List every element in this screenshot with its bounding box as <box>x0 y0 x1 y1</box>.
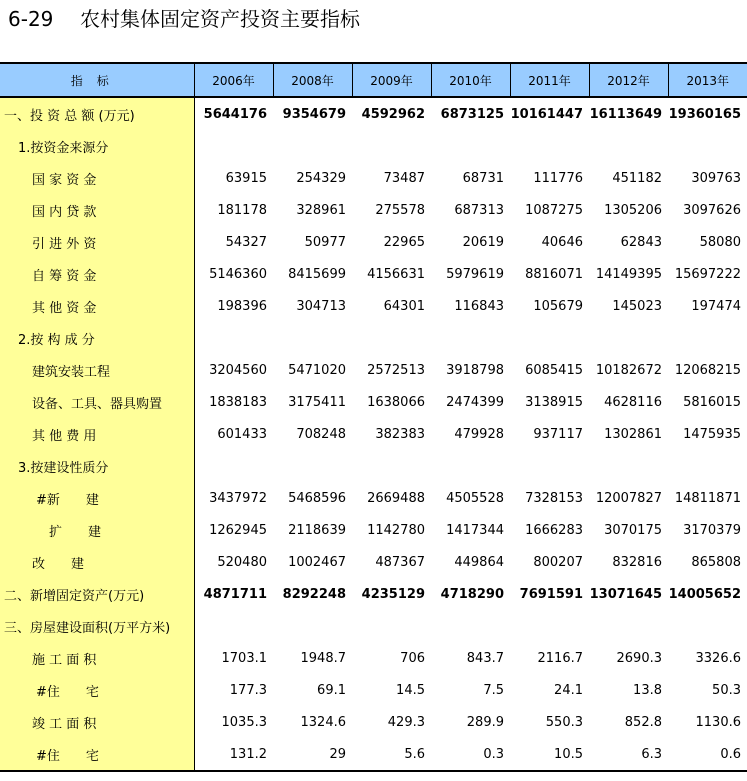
table-row <box>0 674 747 706</box>
table-cell <box>668 450 747 482</box>
table-cell <box>668 322 747 354</box>
table-row <box>0 418 747 450</box>
row-label: 3.按建设性质分 <box>0 450 194 482</box>
table-cell: 111776 <box>533 170 583 186</box>
table-cell: 1035.3 <box>221 714 267 730</box>
table-cell: 62843 <box>620 234 662 250</box>
header-year: 2012年 <box>589 63 668 97</box>
table-cell: 1130.6 <box>695 714 741 730</box>
row-label: 一、投 资 总 额 (万元) <box>0 97 194 130</box>
table-cell <box>273 322 352 354</box>
table-cell: 10182672 <box>595 362 662 378</box>
table-row <box>0 578 747 610</box>
table-cell: 54327 <box>225 234 267 250</box>
table-cell <box>194 610 273 642</box>
row-label: 2.按 构 成 分 <box>0 322 194 354</box>
table-cell: 5979619 <box>446 266 504 282</box>
table-cell: 3175411 <box>288 394 346 410</box>
table-cell: 10161447 <box>510 106 583 122</box>
table-row <box>0 322 747 354</box>
table-cell: 177.3 <box>229 682 267 698</box>
table-cell: 550.3 <box>545 714 583 730</box>
table-cell: 63915 <box>225 170 267 186</box>
header-year: 2008年 <box>273 63 352 97</box>
table-cell: 601433 <box>217 426 267 442</box>
table-cell: 131.2 <box>194 738 273 771</box>
table-cell <box>273 130 352 162</box>
table-cell: 687313 <box>454 202 504 218</box>
table-cell <box>273 610 352 642</box>
table-cell: 19360165 <box>668 106 741 122</box>
table-cell <box>352 130 431 162</box>
table-cell: 4871711 <box>203 586 267 602</box>
table-row <box>0 706 747 738</box>
table-cell: 3204560 <box>209 362 267 378</box>
table-cell <box>194 130 273 162</box>
table-cell: 8415699 <box>288 266 346 282</box>
table-cell: 2690.3 <box>616 650 662 666</box>
table-cell <box>668 130 747 162</box>
table-cell: 4718290 <box>440 586 504 602</box>
row-label: 自 筹 资 金 <box>0 258 194 290</box>
table-cell: 4505528 <box>446 490 504 506</box>
table-row <box>0 546 747 578</box>
table-cell: 50977 <box>304 234 346 250</box>
table-cell: 12068215 <box>674 362 741 378</box>
table-cell <box>431 450 510 482</box>
table-cell: 479928 <box>454 426 504 442</box>
page-title <box>8 6 360 32</box>
table-cell: 382383 <box>375 426 425 442</box>
table-cell <box>589 130 668 162</box>
table-cell: 2474399 <box>446 394 504 410</box>
table-cell: 64301 <box>383 298 425 314</box>
row-label: 建筑安装工程 <box>0 354 194 386</box>
indicator-table <box>0 62 747 772</box>
table-cell <box>352 610 431 642</box>
table-cell: 14149395 <box>595 266 662 282</box>
table-row <box>0 130 747 162</box>
table-cell: 1417344 <box>446 522 504 538</box>
table-row <box>0 738 747 771</box>
table-cell: 69.1 <box>317 682 346 698</box>
table-cell: 1087275 <box>525 202 583 218</box>
table-cell: 181178 <box>217 202 267 218</box>
table-cell: 5644176 <box>203 106 267 122</box>
table-cell: 309763 <box>691 170 741 186</box>
table-cell: 9354679 <box>282 106 346 122</box>
table-cell: 24.1 <box>554 682 583 698</box>
table-row <box>0 97 747 130</box>
table-cell: 68731 <box>462 170 504 186</box>
table-cell: 2669488 <box>367 490 425 506</box>
table-cell: 328961 <box>296 202 346 218</box>
table-cell: 8816071 <box>525 266 583 282</box>
table-cell: 22965 <box>383 234 425 250</box>
row-label: 竣 工 面 积 <box>0 706 194 738</box>
table-cell: 1002467 <box>288 554 346 570</box>
table-cell: 12007827 <box>595 490 662 506</box>
table-cell: 706 <box>400 650 425 666</box>
table-cell: 105679 <box>533 298 583 314</box>
row-label: 三、房屋建设面积(万平方米) <box>0 610 194 642</box>
table-cell <box>589 610 668 642</box>
table-cell <box>352 322 431 354</box>
table-row <box>0 162 747 194</box>
table-cell: 3918798 <box>446 362 504 378</box>
row-label: 国 内 贷 款 <box>0 194 194 226</box>
table-cell: 2116.7 <box>537 650 583 666</box>
row-label: #新 建 <box>0 482 194 514</box>
table-cell: 4592962 <box>361 106 425 122</box>
table-cell: 5146360 <box>209 266 267 282</box>
row-label: #住 宅 <box>0 674 194 706</box>
row-label: 设备、工具、器具购置 <box>0 386 194 418</box>
row-label: 其 他 费 用 <box>0 418 194 450</box>
table-cell: 708248 <box>296 426 346 442</box>
table-cell: 197474 <box>691 298 741 314</box>
row-label: 其 他 资 金 <box>0 290 194 322</box>
row-label: 扩 建 <box>0 514 194 546</box>
table-cell: 1305206 <box>604 202 662 218</box>
table-row <box>0 642 747 674</box>
table-cell <box>273 450 352 482</box>
table-row <box>0 514 747 546</box>
table-cell: 116843 <box>454 298 504 314</box>
table-cell: 3097626 <box>683 202 741 218</box>
table-row <box>0 290 747 322</box>
table-cell <box>510 130 589 162</box>
table-cell: 20619 <box>462 234 504 250</box>
table-cell: 3326.6 <box>695 650 741 666</box>
table-cell: 5.6 <box>352 738 431 771</box>
row-label: 二、新增固定资产(万元) <box>0 578 194 610</box>
table-cell: 852.8 <box>624 714 662 730</box>
table-cell: 2118639 <box>288 522 346 538</box>
table-cell <box>431 322 510 354</box>
table-cell: 6085415 <box>525 362 583 378</box>
table-title: 农村集体固定资产投资主要指标 <box>80 7 360 31</box>
table-cell <box>589 450 668 482</box>
table-row <box>0 450 747 482</box>
table-cell <box>668 610 747 642</box>
table-body <box>0 97 747 771</box>
table-cell: 14005652 <box>668 586 741 602</box>
table-cell: 7328153 <box>525 490 583 506</box>
table-cell: 449864 <box>454 554 504 570</box>
table-cell: 451182 <box>612 170 662 186</box>
table-cell: 40646 <box>541 234 583 250</box>
table-cell: 832816 <box>612 554 662 570</box>
row-label: 改 建 <box>0 546 194 578</box>
table-cell: 6.3 <box>589 738 668 771</box>
table-cell <box>194 322 273 354</box>
row-label: 1.按资金来源分 <box>0 130 194 162</box>
table-cell: 487367 <box>375 554 425 570</box>
table-cell: 4156631 <box>367 266 425 282</box>
table-cell: 865808 <box>691 554 741 570</box>
table-row <box>0 386 747 418</box>
table-cell: 5816015 <box>683 394 741 410</box>
table-cell: 58080 <box>699 234 741 250</box>
table-cell: 5468596 <box>288 490 346 506</box>
header-year: 2009年 <box>352 63 431 97</box>
table-cell: 73487 <box>383 170 425 186</box>
table-cell <box>431 610 510 642</box>
table-cell: 3437972 <box>209 490 267 506</box>
table-cell: 1703.1 <box>221 650 267 666</box>
table-cell: 13.8 <box>633 682 662 698</box>
header-indicator: 指标 <box>0 63 194 97</box>
table-cell: 3138915 <box>525 394 583 410</box>
table-number: 6-29 <box>8 7 54 31</box>
table-cell: 520480 <box>217 554 267 570</box>
row-label: 国 家 资 金 <box>0 162 194 194</box>
table-cell: 0.3 <box>431 738 510 771</box>
header-year: 2006年 <box>194 63 273 97</box>
table-cell: 4235129 <box>361 586 425 602</box>
table-cell: 16113649 <box>589 106 662 122</box>
table-cell <box>352 450 431 482</box>
table-cell: 1838183 <box>209 394 267 410</box>
table-cell: 275578 <box>375 202 425 218</box>
table-cell: 254329 <box>296 170 346 186</box>
table-row <box>0 482 747 514</box>
table-cell: 2572513 <box>367 362 425 378</box>
table-cell: 4628116 <box>604 394 662 410</box>
table-cell: 14811871 <box>674 490 741 506</box>
table-cell: 1475935 <box>683 426 741 442</box>
table-header-row <box>0 63 747 97</box>
table-cell <box>431 130 510 162</box>
table-cell <box>510 450 589 482</box>
table-cell: 15697222 <box>674 266 741 282</box>
table-cell: 7.5 <box>483 682 504 698</box>
table-cell: 7691591 <box>519 586 583 602</box>
table-cell: 145023 <box>612 298 662 314</box>
table-row <box>0 354 747 386</box>
table-cell: 198396 <box>217 298 267 314</box>
row-label: #住 宅 <box>0 738 194 771</box>
row-label: 施 工 面 积 <box>0 642 194 674</box>
table-cell: 1142780 <box>367 522 425 538</box>
table-cell: 3070175 <box>604 522 662 538</box>
table-cell: 937117 <box>533 426 583 442</box>
table-cell: 289.9 <box>466 714 504 730</box>
table-cell: 29 <box>273 738 352 771</box>
row-label: 引 进 外 资 <box>0 226 194 258</box>
table-cell: 0.6 <box>668 738 747 771</box>
table-cell <box>510 322 589 354</box>
table-cell <box>194 450 273 482</box>
table-cell: 13071645 <box>589 586 662 602</box>
table-cell: 1638066 <box>367 394 425 410</box>
table-cell: 5471020 <box>288 362 346 378</box>
table-cell: 843.7 <box>466 650 504 666</box>
indicator-table-container <box>0 62 747 772</box>
table-cell: 1666283 <box>525 522 583 538</box>
table-cell: 1948.7 <box>300 650 346 666</box>
table-cell: 14.5 <box>396 682 425 698</box>
table-cell <box>510 610 589 642</box>
header-year: 2011年 <box>510 63 589 97</box>
table-cell: 6873125 <box>440 106 504 122</box>
table-row <box>0 258 747 290</box>
table-cell: 8292248 <box>282 586 346 602</box>
table-row <box>0 226 747 258</box>
table-cell: 1302861 <box>604 426 662 442</box>
header-year: 2010年 <box>431 63 510 97</box>
table-cell: 304713 <box>296 298 346 314</box>
table-cell: 50.3 <box>712 682 741 698</box>
header-year: 2013年 <box>668 63 747 97</box>
table-row <box>0 610 747 642</box>
table-cell: 1262945 <box>209 522 267 538</box>
table-row <box>0 194 747 226</box>
table-cell: 1324.6 <box>300 714 346 730</box>
table-cell: 800207 <box>533 554 583 570</box>
table-cell <box>589 322 668 354</box>
table-cell: 429.3 <box>387 714 425 730</box>
table-cell: 3170379 <box>683 522 741 538</box>
table-cell: 10.5 <box>510 738 589 771</box>
